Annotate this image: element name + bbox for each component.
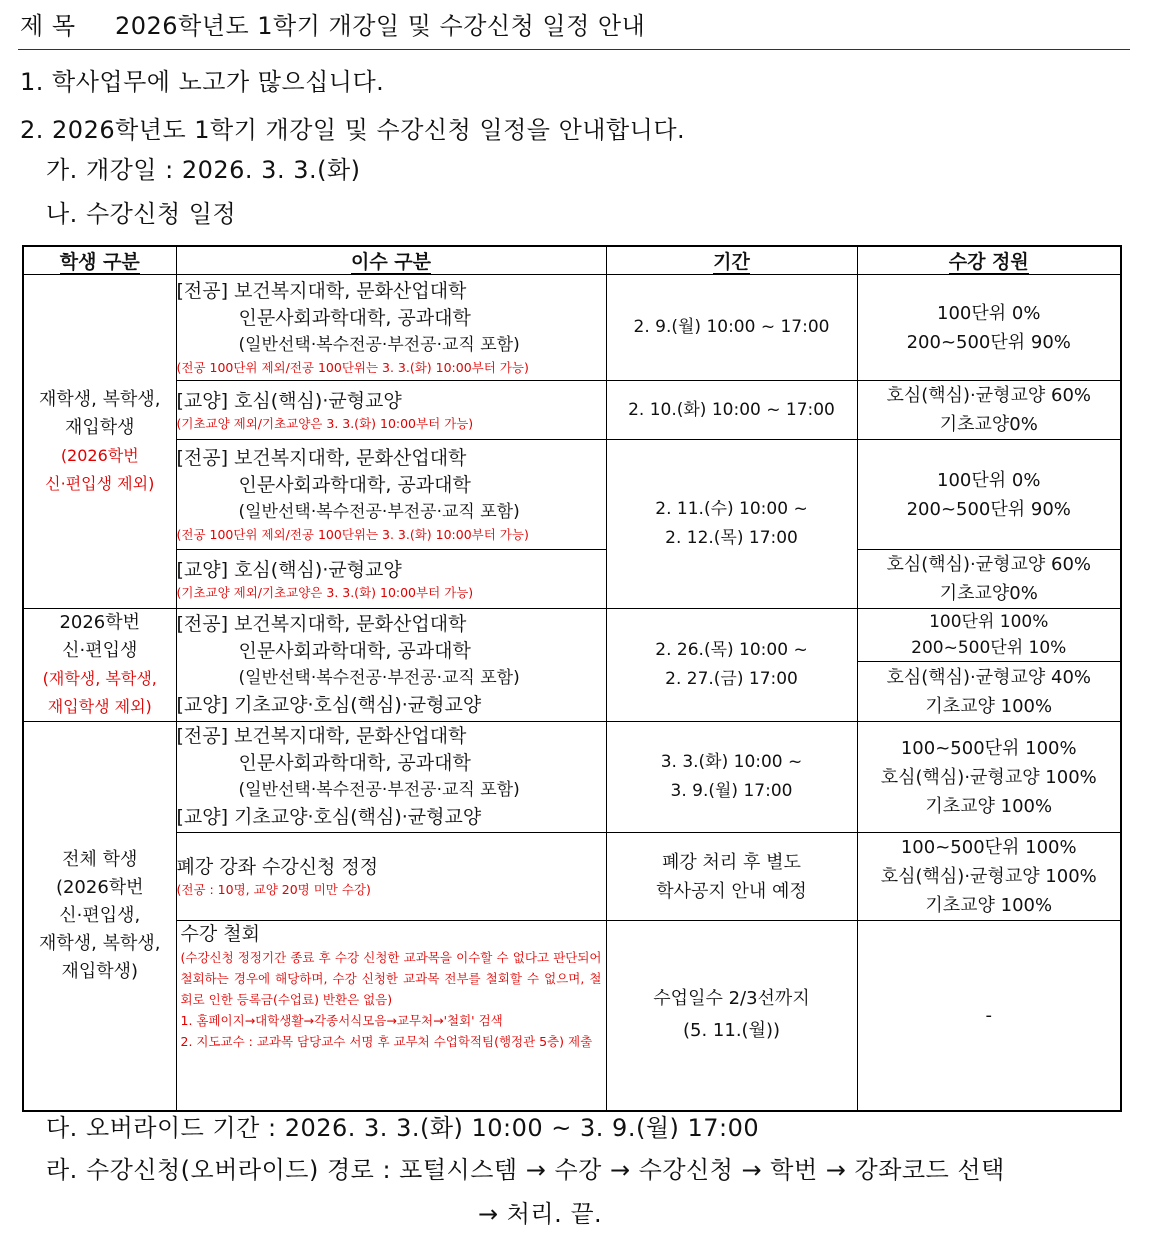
- period-cell: 수업일수 2/3선까지 (5. 11.(월)): [606, 921, 857, 1111]
- paragraph-2: 2. 2026학년도 1학기 개강일 및 수강신청 일정을 안내합니다.: [20, 116, 686, 144]
- table-row: [23, 275, 1121, 381]
- period-cell: 폐강 처리 후 별도 학사공지 안내 예정: [606, 833, 857, 921]
- course-type-major-and-liberal: [전공] 보건복지대학, 문화산업대학 인문사회과학대학, 공과대학 (일반선택·복수전공·부전공·교직 포함) [교양] 기초교양·호심(핵심)·균형교양: [176, 722, 606, 833]
- table-row: [23, 722, 1121, 833]
- table-row: [23, 609, 1121, 662]
- course-type-liberal: [교양] 호심(핵심)·균형교양 (기초교양 제외/기초교양은 3. 3.(화) 10:00부터 가능): [176, 381, 606, 440]
- header-course-type: 이수 구분: [176, 246, 606, 275]
- table-row: [23, 440, 1121, 550]
- quota-cell: 100~500단위 100% 호심(핵심)·균형교양 100% 기초교양 100%: [857, 833, 1121, 921]
- period-cell: 3. 3.(화) 10:00 ~ 3. 9.(월) 17:00: [606, 722, 857, 833]
- item-d-override-path: 라. 수강신청(오버라이드) 경로 : 포털시스템 → 수강 → 수강신청 → 학번 → 강좌코드 선택: [46, 1156, 1005, 1184]
- document-title-row: [20, 6, 645, 41]
- course-type-withdrawal: 수강 철회 (수강신청 정정기간 종료 후 수강 신청한 교과목을 이수할 수 없다고 판단되어 철회하는 경우에 해당하며, 수강 신청한 교과목 전부를 철회할 수 없으며, 철회로 인한 등록금(수업료) 반환은 없음) 1. 홈페이지→대학생활→각종서식모음→교무처→'철회' 검색 2. 지도교수 : 교과목 담당교수 서명 후 교무처 수업학적팀(행정관 5층) 제출: [176, 921, 606, 1111]
- quota-cell: 호심(핵심)·균형교양 40% 기초교양 100%: [857, 662, 1121, 722]
- item-c-override-period: 다. 오버라이드 기간 : 2026. 3. 3.(화) 10:00 ~ 3. 9.(월) 17:00: [46, 1114, 760, 1142]
- table-row: [23, 381, 1121, 440]
- quota-cell: 100단위 0% 200~500단위 90%: [857, 440, 1121, 550]
- table-row: [23, 833, 1121, 921]
- course-type-major: [전공] 보건복지대학, 문화산업대학 인문사회과학대학, 공과대학 (일반선택·복수전공·부전공·교직 포함) (전공 100단위 제외/전공 100단위는 3. 3.(화) 10:00부터 가능): [176, 440, 606, 550]
- item-d-override-path-end: → 처리. 끝.: [478, 1200, 603, 1228]
- table-row: [23, 921, 1121, 1111]
- header-quota: 수강 정원: [857, 246, 1121, 275]
- quota-cell: 100단위 0% 200~500단위 90%: [857, 275, 1121, 381]
- group-returning-students: 재학생, 복학생, 재입학생 (2026학번 신·편입생 제외): [23, 275, 176, 609]
- period-cell: 2. 10.(화) 10:00 ~ 17:00: [606, 381, 857, 440]
- course-type-liberal: [교양] 호심(핵심)·균형교양 (기초교양 제외/기초교양은 3. 3.(화) 10:00부터 가능): [176, 550, 606, 609]
- table-header-row: [23, 246, 1121, 275]
- course-type-major: [전공] 보건복지대학, 문화산업대학 인문사회과학대학, 공과대학 (일반선택·복수전공·부전공·교직 포함) (전공 100단위 제외/전공 100단위는 3. 3.(화) 10:00부터 가능): [176, 275, 606, 381]
- table-row: [23, 550, 1121, 609]
- item-b-schedule-heading: 나. 수강신청 일정: [46, 200, 237, 228]
- quota-cell: -: [857, 921, 1121, 1111]
- title-label: 제 목: [20, 12, 76, 40]
- title-divider: [18, 49, 1130, 50]
- header-period: 기간: [606, 246, 857, 275]
- course-type-closed-correction: 폐강 강좌 수강신청 정정 (전공 : 10명, 교양 20명 미만 수강): [176, 833, 606, 921]
- quota-cell: 호심(핵심)·균형교양 60% 기초교양0%: [857, 550, 1121, 609]
- course-type-major-and-liberal: [전공] 보건복지대학, 문화산업대학 인문사회과학대학, 공과대학 (일반선택·복수전공·부전공·교직 포함) [교양] 기초교양·호심(핵심)·균형교양: [176, 609, 606, 722]
- group-all-students: 전체 학생 (2026학번 신·편입생, 재학생, 복학생, 재입학생): [23, 722, 176, 1111]
- paragraph-1: 1. 학사업무에 노고가 많으십니다.: [20, 68, 385, 96]
- registration-schedule-table: [22, 245, 1122, 1112]
- period-cell: 2. 26.(목) 10:00 ~ 2. 27.(금) 17:00: [606, 609, 857, 722]
- period-cell: 2. 11.(수) 10:00 ~ 2. 12.(목) 17:00: [606, 440, 857, 609]
- document-title: 2026학년도 1학기 개강일 및 수강신청 일정 안내: [115, 12, 646, 40]
- group-new-students: 2026학번 신·편입생 (재학생, 복학생, 재입학생 제외): [23, 609, 176, 722]
- item-a-opening-date: 가. 개강일 : 2026. 3. 3.(화): [46, 156, 361, 184]
- quota-cell: 100~500단위 100% 호심(핵심)·균형교양 100% 기초교양 100%: [857, 722, 1121, 833]
- quota-cell: 호심(핵심)·균형교양 60% 기초교양0%: [857, 381, 1121, 440]
- period-cell: 2. 9.(월) 10:00 ~ 17:00: [606, 275, 857, 381]
- header-student-type: 학생 구분: [23, 246, 176, 275]
- quota-cell: 100단위 100% 200~500단위 10%: [857, 609, 1121, 662]
